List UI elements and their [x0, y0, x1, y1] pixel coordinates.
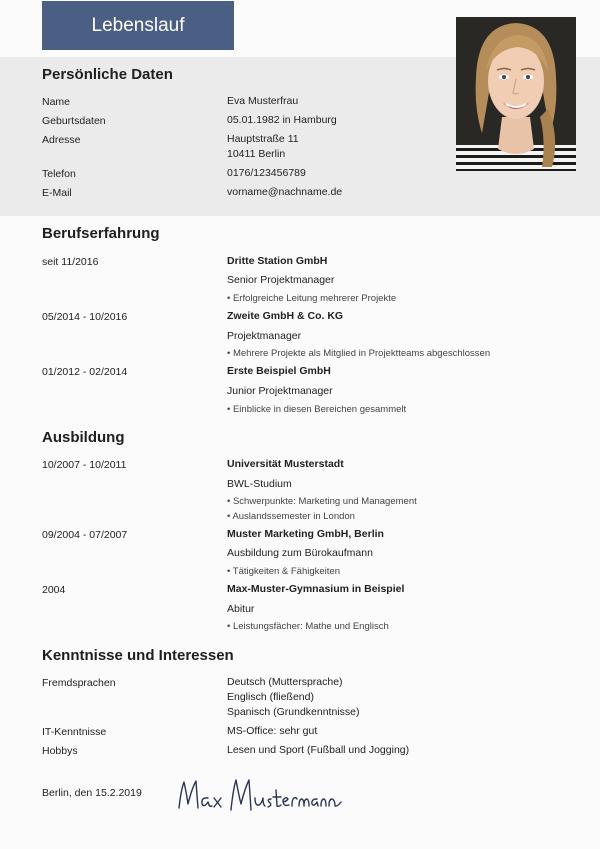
education-bullet: • Auslandssemester in London: [227, 511, 355, 522]
profile-photo: [456, 17, 576, 171]
address-line1: Hauptstraße 11: [227, 133, 299, 145]
education-bullet: • Leistungsfächer: Mathe und Englisch: [227, 621, 389, 632]
education-date: 2004: [42, 584, 66, 596]
education-date: 09/2004 - 07/2007: [42, 529, 128, 541]
email-label: E-Mail: [42, 187, 72, 199]
education-school: Max-Muster-Gymnasium in Beispiel: [227, 583, 405, 595]
education-date: 10/2007 - 10/2011: [42, 459, 127, 471]
education-degree: BWL-Studium: [227, 478, 292, 490]
experience-company: Dritte Station GmbH: [227, 255, 328, 267]
dob-label: Geburtsdaten: [42, 115, 106, 127]
experience-role: Projektmanager: [227, 330, 302, 342]
language-item: Spanisch (Grundkenntnisse): [227, 706, 360, 718]
phone-value: 0176/123456789: [227, 167, 306, 179]
name-label: Name: [42, 96, 71, 108]
language-item: Deutsch (Muttersprache): [227, 676, 343, 688]
dob-value: 05.01.1982 in Hamburg: [227, 114, 337, 126]
place-date: Berlin, den 15.2.2019: [42, 787, 142, 799]
experience-section-title: Berufserfahrung: [42, 225, 160, 242]
hobbies-label: Hobbys: [42, 745, 78, 757]
hobbies-value: Lesen und Sport (Fußball und Jogging): [227, 744, 410, 756]
phone-label: Telefon: [42, 168, 76, 180]
experience-date: seit 11/2016: [42, 256, 99, 268]
resume-title: Lebenslauf: [42, 1, 234, 50]
it-skills-label: IT-Kenntnisse: [42, 726, 107, 738]
personal-section-title: Persönliche Daten: [42, 66, 173, 83]
experience-bullet: • Mehrere Projekte als Mitglied in Projektteams abgeschlossen: [227, 348, 491, 359]
handwritten-signature: [175, 772, 345, 825]
experience-date: 01/2012 - 02/2014: [42, 366, 128, 378]
languages-label: Fremdsprachen: [42, 677, 116, 689]
education-bullet: • Tätigkeiten & Fähigkeiten: [227, 566, 340, 577]
education-degree: Ausbildung zum Bürokaufmann: [227, 547, 373, 559]
experience-date: 05/2014 - 10/2016: [42, 311, 128, 323]
experience-role: Junior Projektmanager: [227, 385, 333, 397]
skills-section-title: Kenntnisse und Interessen: [42, 647, 234, 664]
education-degree: Abitur: [227, 603, 255, 615]
email-value: vorname@nachname.de: [227, 186, 343, 198]
experience-role: Senior Projektmanager: [227, 274, 335, 286]
language-item: Englisch (fließend): [227, 691, 314, 703]
experience-bullet: • Einblicke in diesen Bereichen gesammelt: [227, 404, 407, 415]
experience-company: Erste Beispiel GmbH: [227, 365, 331, 377]
address-label: Adresse: [42, 134, 81, 146]
name-value: Eva Musterfrau: [227, 95, 299, 107]
it-skills-value: MS-Office: sehr gut: [227, 725, 318, 737]
experience-company: Zweite GmbH & Co. KG: [227, 310, 344, 322]
education-school: Muster Marketing GmbH, Berlin: [227, 528, 384, 540]
education-bullet: • Schwerpunkte: Marketing und Management: [227, 496, 417, 507]
address-line2: 10411 Berlin: [227, 148, 286, 160]
education-section-title: Ausbildung: [42, 429, 125, 446]
education-school: Universität Musterstadt: [227, 458, 344, 470]
experience-bullet: • Erfolgreiche Leitung mehrerer Projekte: [227, 293, 397, 304]
